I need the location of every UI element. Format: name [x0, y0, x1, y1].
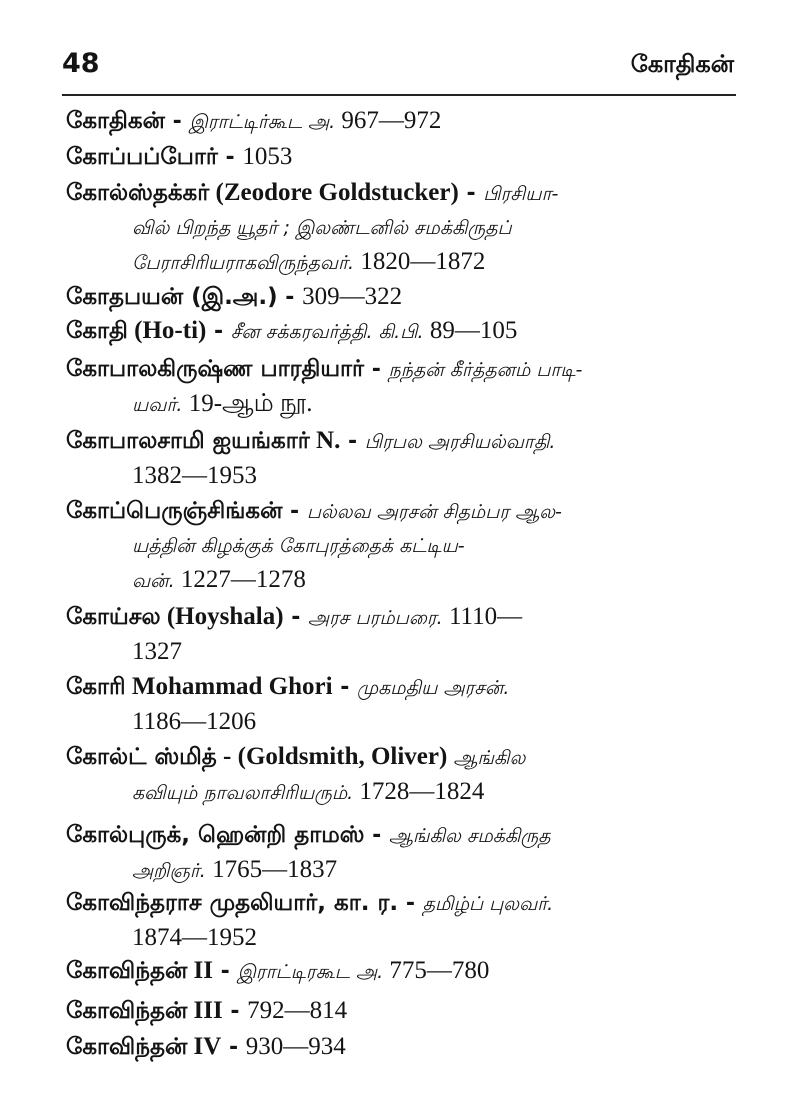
entry-description: பல்லவ அரசன் சிதம்பர ஆல- [306, 501, 562, 523]
entry-latin-name: II [187, 957, 213, 984]
entry-description: முகமதிய அரசன். [357, 677, 510, 699]
entry-separator: - [221, 1035, 246, 1060]
list-item [66, 670, 738, 739]
entry-separator: - [283, 605, 308, 630]
entry-date: 1765—1837 [205, 856, 338, 883]
entry-separator: - [340, 429, 365, 454]
entry-latin-name: N. [309, 427, 341, 454]
entry-separator: - [277, 285, 303, 310]
entry-headword: கோரி [66, 674, 126, 700]
list-item [66, 1030, 738, 1065]
entry-headword: கோதபயன் (இ.அ.) [66, 284, 278, 310]
list-item [66, 886, 738, 955]
list-item [66, 424, 738, 493]
list-item [66, 954, 738, 989]
entry-separator: - [364, 823, 389, 848]
entry-separator: - [164, 109, 190, 134]
entry-headword: கோபாலசாமி ஐயங்கார் [66, 428, 310, 454]
list-item [66, 818, 738, 888]
running-head: கோதிகன் [630, 50, 734, 78]
page-number: 48 [62, 48, 100, 79]
entry-description: சீன சக்கரவர்த்தி. கி.பி. [230, 321, 424, 343]
list-item [66, 280, 738, 315]
list-item [66, 740, 738, 810]
list-item [66, 104, 738, 139]
entry-date: 1186—1206 [132, 708, 257, 735]
entry-date: 1327 [132, 638, 182, 665]
entry-description: ஆங்கில [447, 747, 526, 769]
entry-description: பேராசிரியராகவிருந்தவர். [132, 252, 355, 274]
entry-latin-name: Mohammad Ghori [125, 673, 333, 700]
entry-separator: - [332, 675, 358, 700]
entry-continuation: யத்தின் கிழக்குக் கோபுரத்தைக் கட்டிய- [132, 535, 465, 557]
entry-description: யவர். [132, 394, 183, 416]
entry-description: இராட்டிரகூட அ. [237, 961, 384, 983]
entry-date: 967—972 [335, 107, 442, 134]
entry-headword: கோல்ஸ்தக்கர் [66, 180, 210, 206]
entry-description: நந்தன் கீர்த்தனம் பாடி- [388, 359, 583, 381]
entry-description: வன். [132, 570, 175, 592]
entry-date: 1382—1953 [132, 462, 257, 489]
entry-headword: கோபாலகிருஷ்ண பாரதியார் [66, 356, 365, 382]
list-item [66, 352, 738, 422]
list-item [66, 176, 738, 280]
entry-headword: கோவிந்தராச முதலியார், கா. ர. [66, 890, 399, 916]
entry-description: பிரபல அரசியல்வாதி. [364, 431, 556, 453]
entry-headword: கோய்சல [66, 604, 161, 630]
entry-description: தமிழ்ப் புலவர். [422, 893, 554, 915]
entry-description: பிரசியா- [483, 183, 559, 205]
entry-date: 1110— [442, 603, 523, 630]
entry-separator: - [398, 891, 423, 916]
entry-latin-name: (Ho-ti) [127, 317, 207, 344]
entry-headword: கோப்பப்போர் [66, 144, 218, 170]
entry-separator: - [222, 999, 248, 1024]
entry-description: ஆங்கில சமக்கிருத [388, 825, 551, 847]
entry-separator: - [282, 499, 307, 524]
entry-headword: கோதி [66, 318, 128, 344]
list-item [66, 600, 738, 669]
entry-separator: - [458, 181, 484, 206]
entry-date: 1874—1952 [132, 924, 257, 951]
list-item [66, 314, 738, 349]
entry-headword: கோப்பெருஞ்சிங்கன் [66, 498, 283, 524]
header-rule [62, 94, 736, 96]
entry-date: 1728—1824 [353, 778, 485, 805]
list-item [66, 494, 738, 598]
entry-latin-name: (Zeodore Goldstucker) [209, 179, 459, 206]
entry-latin-name: IV [187, 1033, 222, 1060]
entry-date: 930—934 [245, 1033, 346, 1060]
list-item [66, 140, 738, 175]
entry-latin-name: III [187, 997, 223, 1024]
entry-latin-name: - (Goldsmith, Oliver) [216, 743, 448, 770]
entry-description: அறிஞர். [132, 860, 206, 882]
entry-headword: கோல்புருக், ஹென்றி தாமஸ் [66, 822, 365, 848]
entry-date: 1053 [242, 143, 293, 170]
page-header [62, 42, 734, 88]
entry-date: 89—105 [423, 317, 518, 344]
entry-date: 1227—1278 [174, 566, 306, 593]
entry-date: 309—322 [302, 283, 403, 310]
entry-description: இராட்டிர்கூட அ. [189, 111, 336, 133]
entry-date: 792—814 [247, 997, 348, 1024]
entry-separator: - [206, 319, 231, 344]
entry-headword: கோல்ட் ஸ்மித் [66, 744, 217, 770]
entry-separator: - [217, 145, 243, 170]
entry-date: 19-ஆம் நூ. [182, 390, 313, 417]
entry-headword: கோவிந்தன் [66, 1034, 188, 1060]
entry-date: 775—780 [383, 957, 490, 984]
list-item [66, 994, 738, 1029]
entry-description: அரச பரம்பரை. [308, 607, 443, 629]
entry-separator: - [364, 357, 389, 382]
entry-headword: கோதிகன் [66, 108, 165, 134]
entry-separator: - [213, 959, 238, 984]
entry-headword: கோவிந்தன் [66, 958, 188, 984]
entry-continuation: வில் பிறந்த யூதர் ; இலண்டனில் சமக்கிருதப் [132, 217, 512, 239]
entry-date: 1820—1872 [354, 248, 486, 275]
entry-latin-name: (Hoyshala) [160, 603, 284, 630]
entry-description: கவியும் நாவலாசிரியரும். [132, 782, 354, 804]
entry-headword: கோவிந்தன் [66, 998, 188, 1024]
